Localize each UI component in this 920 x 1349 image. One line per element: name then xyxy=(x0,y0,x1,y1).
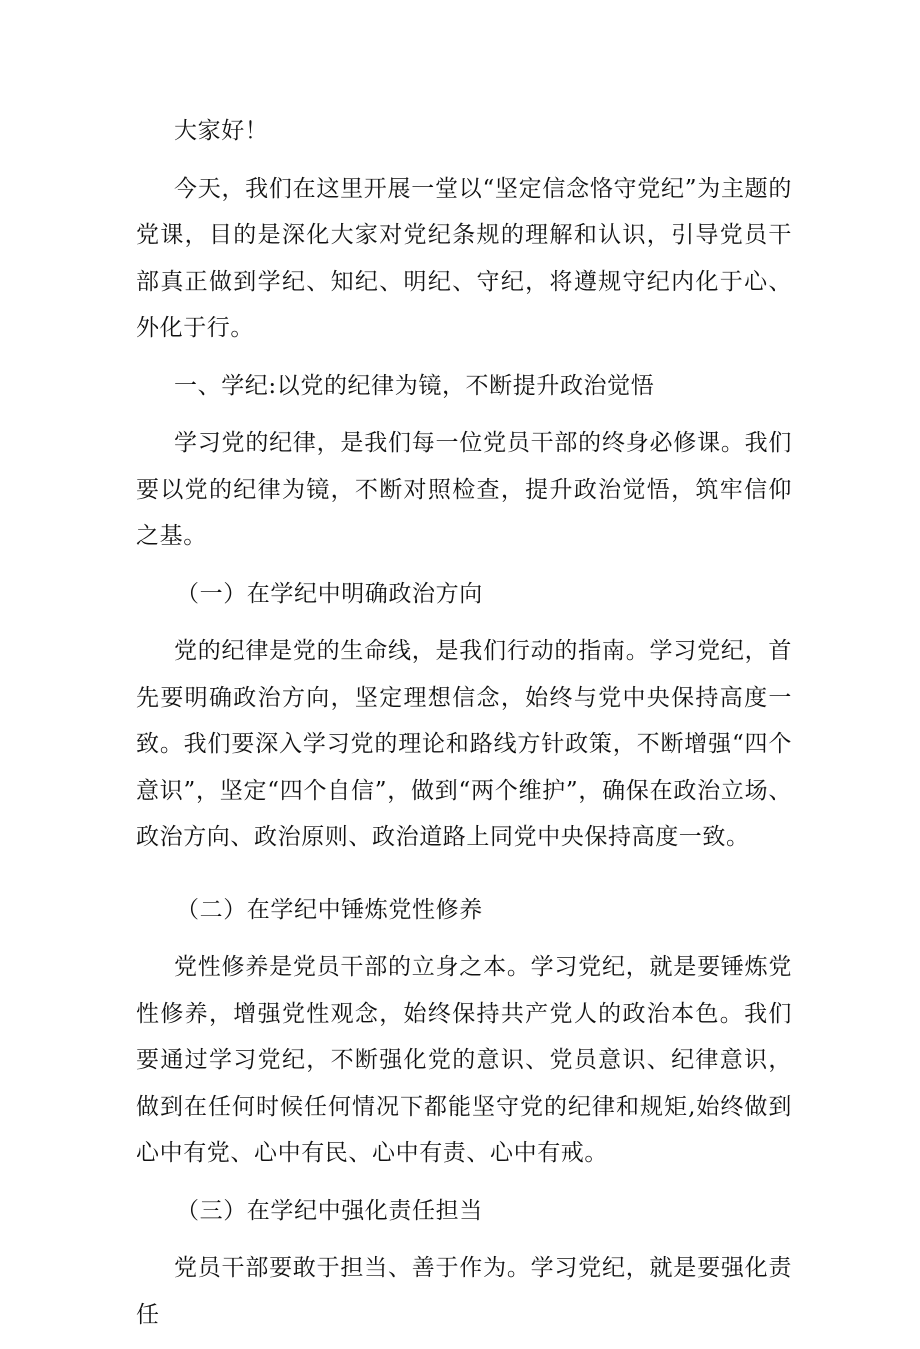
document-body xyxy=(136,108,792,1349)
subsection-1-paragraph: 党的纪律是党的生命线，是我们行动的指南。学习党纪，首先要明确政治方向，坚定理想信念，始终与党中央保持高度一致。我们要深入学习党的理论和路线方针政策，不断增强“四个意识”，坚定“四个自信”，做到“两个维护”，确保在政治立场、政治方向、政治原则、政治道路上同党中央保持高度一致。 xyxy=(136,638,792,850)
greeting: 大家好！ xyxy=(174,118,269,144)
subsection-3-heading: （三）在学纪中强化责任担当 xyxy=(176,1197,483,1224)
section-1-heading: 一、学纪:以党的纪律为镜，不断提升政治觉悟 xyxy=(174,372,655,399)
subsection-2-heading: （二）在学纪中锤炼党性修养 xyxy=(176,896,483,923)
intro-paragraph: 今天，我们在这里开展一堂以“坚定信念恪守党纪”为主题的党课，目的是深化大家对党纪条规的理解和认识，引导党员干部真正做到学纪、知纪、明纪、守纪，将遵规守纪内化于心、外化于行。 xyxy=(136,175,792,341)
section-1-paragraph: 学习党的纪律，是我们每一位党员干部的终身必修课。我们要以党的纪律为镜，不断对照检查，提升政治觉悟，筑牢信仰之基。 xyxy=(136,430,792,549)
subsection-2-paragraph: 党性修养是党员干部的立身之本。学习党纪，就是要锤炼党性修养，增强党性观念，始终保持共产党人的政治本色。我们要通过学习党纪，不断强化党的意识、党员意识、纪律意识，做到在任何时候任何情况下都能坚守党的纪律和规矩,始终做到心中有党、心中有民、心中有责、心中有戒。 xyxy=(136,954,792,1166)
subsection-3-paragraph: 党员干部要敢于担当、善于作为。学习党纪，就是要强化责任 xyxy=(136,1255,792,1328)
subsection-1-heading: （一）在学纪中明确政治方向 xyxy=(176,580,483,607)
